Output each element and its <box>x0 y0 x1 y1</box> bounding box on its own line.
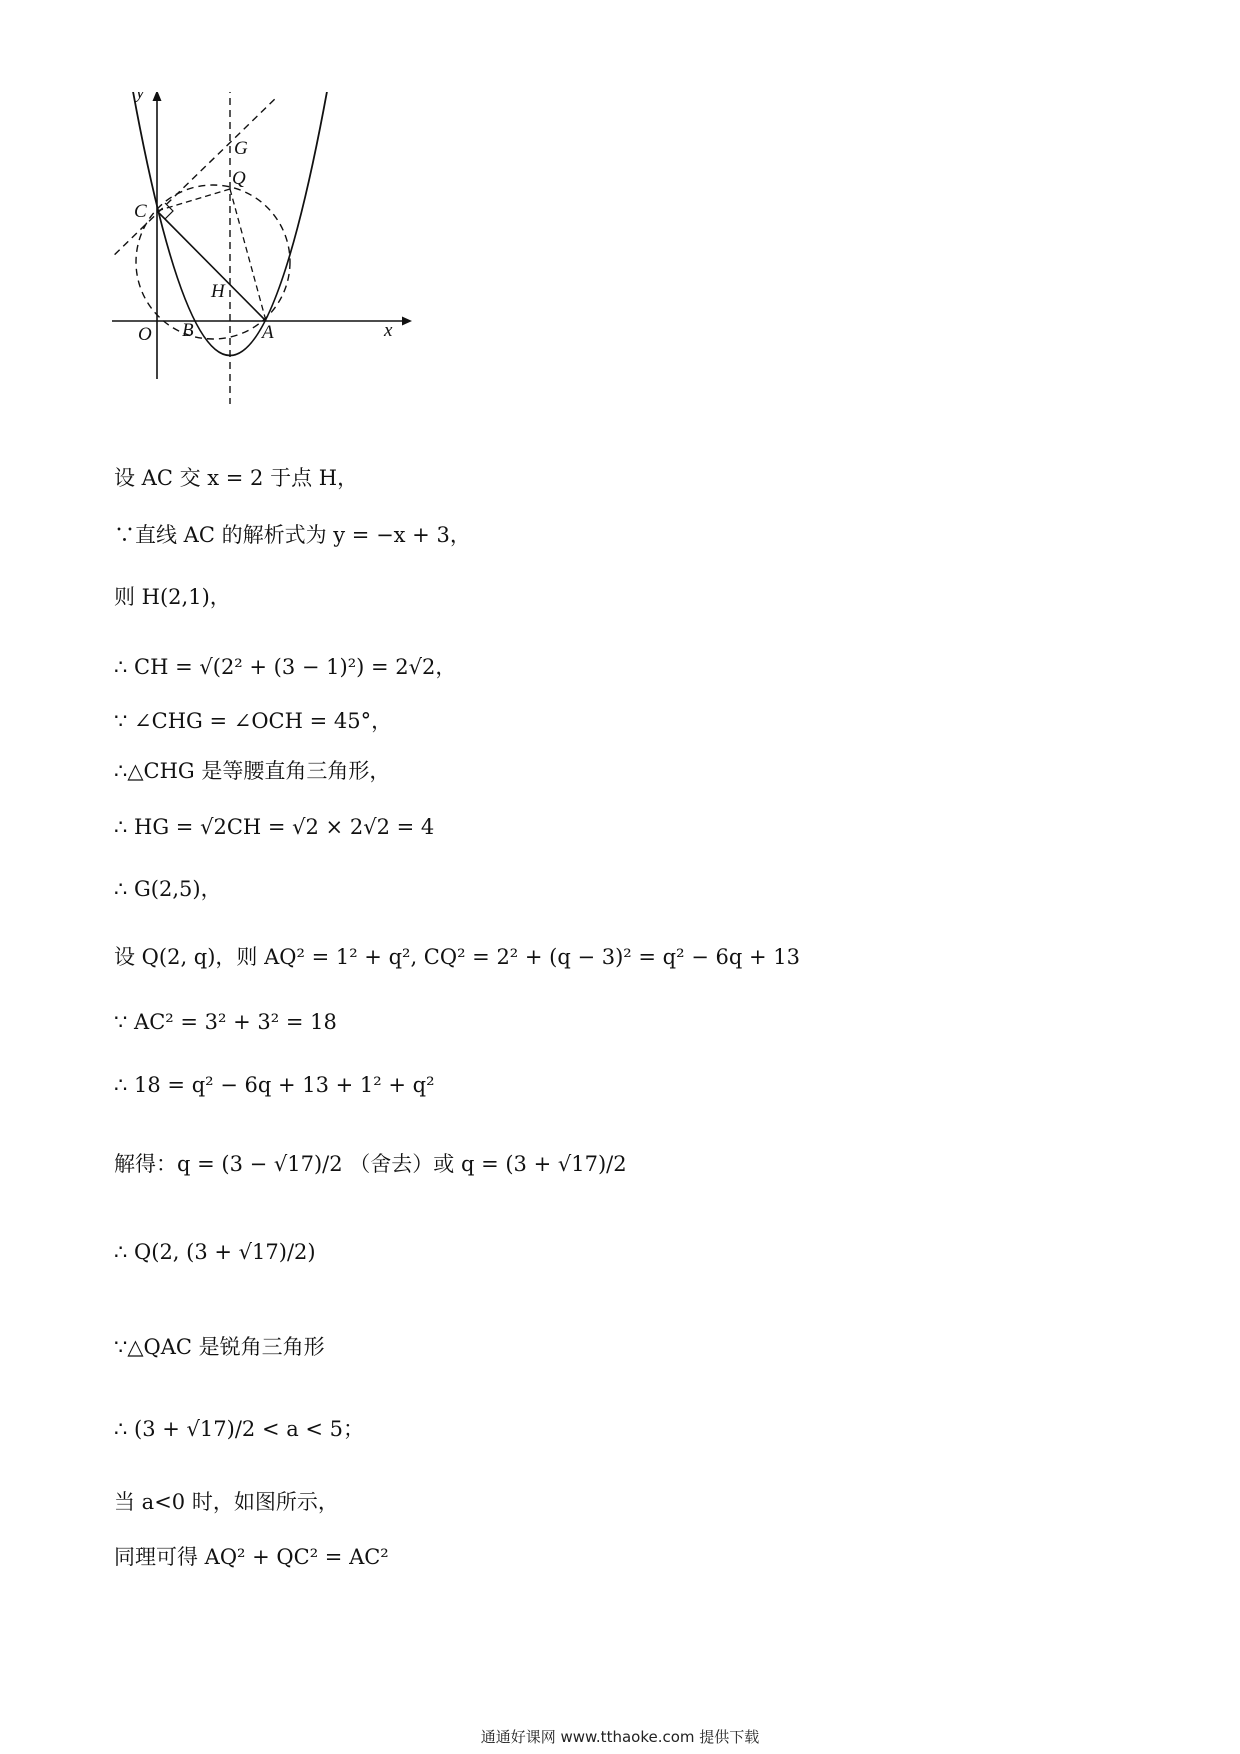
geometry-figure <box>112 92 452 454</box>
label-a: A <box>262 322 274 343</box>
solution-line-2: ∵直线 AC 的解析式为 y = −x + 3， <box>114 523 471 547</box>
solution-line-15: ∴ (3 + √17)/2 < a < 5； <box>114 1417 365 1441</box>
solution-line-5: ∵ ∠CHG = ∠OCH = 45°， <box>114 709 393 733</box>
label-h: H <box>211 281 225 302</box>
solution-line-12: 解得：q = (3 − √17)/2 （舍去）或 q = (3 + √17)/2 <box>114 1152 627 1176</box>
solution-line-3: 则 H(2,1)， <box>114 585 231 609</box>
solution-line-4: ∴ CH = √(2² + (3 − 1)²) = 2√2， <box>114 655 457 679</box>
label-g: G <box>234 138 248 159</box>
label-q: Q <box>232 168 246 189</box>
solution-line-14: ∵△QAC 是锐角三角形 <box>114 1335 325 1359</box>
solution-line-8: ∴ G(2,5)， <box>114 877 222 901</box>
solution-line-10: ∵ AC² = 3² + 3² = 18 <box>114 1010 337 1034</box>
parabola-diagram <box>112 92 452 454</box>
page-footer: 通通好课网 www.tthaoke.com 提供下载 <box>480 1728 760 1746</box>
label-o: O <box>138 324 152 345</box>
label-c: C <box>134 201 147 222</box>
line-cg <box>112 96 278 263</box>
y-axis-arrow <box>153 92 162 101</box>
solution-line-6: ∴△CHG 是等腰直角三角形， <box>114 759 391 783</box>
solution-line-11: ∴ 18 = q² − 6q + 13 + 1² + q² <box>114 1073 435 1097</box>
solution-line-13: ∴ Q(2, (3 + √17)/2) <box>114 1240 316 1264</box>
solution-line-1: 设 AC 交 x = 2 于点 H， <box>114 466 359 490</box>
solution-line-16: 当 a<0 时，如图所示， <box>114 1490 339 1514</box>
label-y: y <box>136 92 145 103</box>
segment-qa <box>230 189 266 321</box>
x-axis-arrow <box>402 317 412 326</box>
label-x: x <box>384 320 393 341</box>
solution-line-17: 同理可得 AQ² + QC² = AC² <box>114 1545 389 1569</box>
right-angle-mark <box>165 203 173 219</box>
label-b: B <box>182 320 194 341</box>
solution-line-9: 设 Q(2, q)，则 AQ² = 1² + q², CQ² = 2² + (q − 3)² = q² − 6q + 13 <box>114 945 800 969</box>
solution-line-7: ∴ HG = √2CH = √2 × 2√2 = 4 <box>114 815 435 839</box>
